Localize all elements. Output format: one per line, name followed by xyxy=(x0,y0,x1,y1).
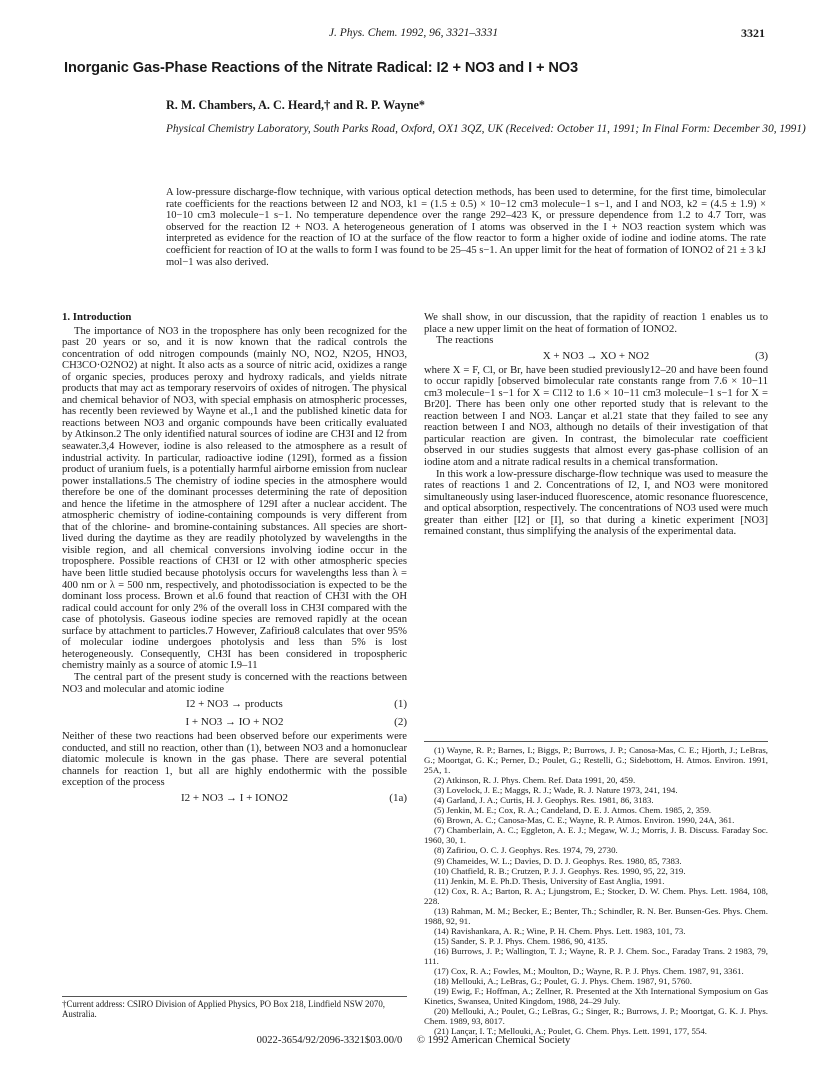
page-number: 3321 xyxy=(741,26,765,40)
reference: (13) Rahman, M. M.; Becker, E.; Benter, Th.; Schindler, R. N. Ber. Bunsen-Ges. Phys. Chem. 1988, 92, 91. xyxy=(424,905,768,926)
reference: (8) Zafiriou, O. C. J. Geophys. Res. 1974, 79, 2730. xyxy=(434,845,618,856)
equation-1-body: I2 + NO3 → products xyxy=(186,698,283,711)
reference: (14) Ravishankara, A. R.; Wine, P. H. Chem. Phys. Lett. 1983, 101, 73. xyxy=(434,925,686,936)
equation-1 xyxy=(62,695,407,713)
intro-paragraph-2: The central part of the present study is concerned with the reactions between NO3 and molecular and atomic iodine xyxy=(62,671,407,695)
abstract: A low-pressure discharge-flow technique, with various optical detection methods, has been used to determine, for the first time, bimolecular rate coefficients for the reactions between I2 and NO3, k1 = (1.5 ± 0.5) × 10−12 cm3 molecule−1 s−1, and I and NO3, k2 = (4.5 ± 1.9) × 10−10 cm3 molecule−1 s−1. No temperature dependence over the range 292–423 K, or pressure dependence from 1.2 to 4.7 Torr, was observed for the reaction I2 + NO3. A heterogeneous generation of I atoms was observed in the I + NO3 reaction system which was interpreted as evidence for the reaction of IO at the surface of the flow reactor to form a higher oxide of iodine and iodine atoms. The rate coefficient for reaction of IO at the walls to form I was found to be 25–45 s−1. An upper limit for the heat of formation of IONO2 of 21 ± 3 kJ mol−1 was also derived. xyxy=(166,187,766,268)
equation-3-body: X + NO3 → XO + NO2 xyxy=(542,349,650,362)
right-paragraph-4: In this work a low-pressure discharge-flow technique was used to measure the rates of reactions 1 and 2. Concentrations of I2, I, and NO3 were monitored simultaneously using laser-induced fluorescence, atomic resonance fluorescence, and optical absorption, respectively. The concentrations of NO3 used were much greater than either [I2] or [I], so that during a kinetic experiment [NO3] remained constant, thus simplifying the analysis of the experimental data. xyxy=(424,468,768,538)
reference: (12) Cox, R. A.; Barton, R. A.; Ljungstrom, E.; Stocker, D. W. Chem. Phys. Lett. 1984, 108, 228. xyxy=(424,885,768,906)
reference: (3) Lovelock, J. E.; Maggs, R. J.; Wade, R. J. Nature 1973, 241, 194. xyxy=(434,785,678,796)
reference: (15) Sander, S. P. J. Phys. Chem. 1986, 90, 4135. xyxy=(434,935,608,946)
reference: (21) Lançar, I. T.; Mellouki, A.; Poulet, G. Chem. Phys. Lett. 1991, 177, 554. xyxy=(434,1026,707,1037)
equation-2-number: (2) xyxy=(394,716,407,729)
equation-2-body: I + NO3 → IO + NO2 xyxy=(185,716,284,729)
reference: (7) Chamberlain, A. C.; Eggleton, A. E. J.; Megaw, W. J.; Morris, J. B. Discuss. Faraday Soc. 1960, 30, 1. xyxy=(424,825,768,846)
publication-code: 0022-3654/92/2096-3321$03.00/0 xyxy=(256,1035,403,1046)
reference: (6) Brown, A. C.; Canosa-Mas, C. E.; Wayne, R. P. Atmos. Environ. 1990, 24A, 361. xyxy=(434,815,735,826)
reference: (19) Ewig, F.; Hoffman, A.; Zellner, R. Presented at the Xth International Symposium on Gas Kinetics, Swansea, United Kingdom, 1988, 24–29 July. xyxy=(424,986,768,1007)
equation-1a-number: (1a) xyxy=(389,791,407,804)
page-footer xyxy=(0,1035,827,1046)
reference: (16) Burrows, J. P.; Wallington, T. J.; Wayne, R. P. J. Chem. Soc., Faraday Trans. 2 1983, 79, 111. xyxy=(424,945,768,966)
reference: (18) Mellouki, A.; LeBras, G.; Poulet, G. J. Phys. Chem. 1987, 91, 5760. xyxy=(434,976,692,987)
right-column xyxy=(424,312,768,538)
reference: (20) Mellouki, A.; Poulet, G.; LeBras, G.; Singer, R.; Burrows, J. P.; Moortgat, G. K. J. Phys. Chem. 1989, 93, 8017. xyxy=(424,1006,768,1027)
equation-1a xyxy=(62,789,407,807)
reference-list xyxy=(424,741,768,1036)
equation-2 xyxy=(62,713,407,731)
reference: (2) Atkinson, R. J. Phys. Chem. Ref. Data 1991, 20, 459. xyxy=(434,775,636,786)
reference: (5) Jenkin, M. E.; Cox, R. A.; Candeland, D. E. J. Atmos. Chem. 1985, 2, 359. xyxy=(434,805,712,816)
intro-paragraph-3: Neither of these two reactions had been observed before our experiments were conducted, and still no reaction, other than (1), between NO3 and a homonuclear diatomic molecule is known in the gas phase. There are several potential channels for reaction 1, but all are highly endothermic with the possible exception of the process xyxy=(62,731,407,789)
reference: (9) Chameides, W. L.; Davies, D. D. J. Geophys. Res. 1980, 85, 7383. xyxy=(434,855,682,866)
reference: (10) Chatfield, R. B.; Crutzen, P. J. J. Geophys. Res. 1990, 95, 22, 319. xyxy=(434,865,686,876)
article-title: Inorganic Gas-Phase Reactions of the Nitrate Radical: I2 + NO3 and I + NO3 xyxy=(64,60,579,76)
right-paragraph-2: The reactions xyxy=(436,335,494,347)
section-heading: 1. Introduction xyxy=(62,311,132,323)
copyright-notice: © 1992 American Chemical Society xyxy=(416,1035,571,1046)
running-header: J. Phys. Chem. 1992, 96, 3321–3331 xyxy=(328,27,499,39)
right-paragraph-3: where X = F, Cl, or Br, have been studied previously12–20 and have been found to occur rapidly [observed bimolecular rate constants range from 7.6 × 10−11 cm3 molecule−1 s−1 for X = Cl12 to 1.6 × 10−11 cm3 molecule−1 s−1 for X = Br20]. There has been only one other reported study that is relevant to the reaction between I and NO3. Lançar et al.21 state that they failed to see any reaction between I and NO3, although no details of their investigation of that particular reaction are given. In contrast, the bimolecular rate coefficient observed in our studies suggests that almost every gas-phase collision of an iodine atom and a nitrate radical results in a chemical transformation. xyxy=(424,364,768,469)
equation-3 xyxy=(424,347,768,365)
author-list: R. M. Chambers, A. C. Heard,† and R. P. Wayne* xyxy=(166,98,425,112)
reference: (1) Wayne, R. P.; Barnes, I.; Biggs, P.; Burrows, J. P.; Canosa-Mas, C. E.; Hjorth, J.; LeBras, G.; Moortgat, G. K.; Perner, D.; Poulet, G.; Restelli, G.; Sidebottom, H. Atmos. Environ. 1991, 25A, 1. xyxy=(424,745,768,776)
affiliation: Physical Chemistry Laboratory, South Parks Road, Oxford, OX1 3QZ, UK (Received: October 11, 1991; In Final Form: December 30, 1991) xyxy=(166,123,806,135)
reference: (4) Garland, J. A.; Curtis, H. J. Geophys. Res. 1981, 86, 3183. xyxy=(434,795,654,806)
author-footnote: †Current address: CSIRO Division of Applied Physics, PO Box 218, Lindfield NSW 2070, Australia. xyxy=(62,996,407,1019)
intro-paragraph-1: The importance of NO3 in the troposphere has only been recognized for the past 20 years or so, and it is now known that the radical controls the concentration of odd nitrogen compounds (mainly NO, NO2, N2O5, HNO3, CH3CO·O2NO2) at night. It also acts as a source of nitric acid, oxidizes a range of organic species, produces peroxy and hydroxy radicals, and yields nitrate products that may act as temporary reservoirs of oxides of nitrogen. The physical and chemical behavior of NO3, with special emphasis on atmospheric processes, has recently been reviewed by Wayne et al.,1 and the published kinetic data for reactions between NO3 and organic compounds have been critically evaluated by Atkinson.2 The only identified natural sources of iodine are CH3I and I2 from seawater.3,4 However, iodine is also released to the atmosphere as a result of industrial activity. In particular, radioactive iodine (129I), formed as a fission product of uranium fuels, is a potentially harmful airborne emission from nuclear power installations.5 The chemistry of iodine species in the atmosphere would therefore be one of the dominant processes determining the rate of deposition and hence the lifetime in the atmosphere of 129I after a nuclear accident. The atmospheric chemistry of iodine-containing compounds is very different from that of the chlorine- and bromine-containing substances. All species are short-lived during the daytime as they are readily photolyzed by wavelengths in the visible region, and all chemical conversions involving iodine occur in the troposphere. Possible reactions of CH3I or I2 with other atmospheric species have been little studied because photolysis occurs for wavelengths less than λ = 400 nm or λ = 500 nm, respectively, and photodissociation is expected to be the dominant loss process. Brown et al.6 found that reaction of CH3I with the OH radical could account for only 2% of the overall loss in CH3I compared with the case of photolysis. Gaseous iodine species are removed rapidly at the ocean surface by attachment to particles.7 However, Zafiriou8 calculates that over 95% of molecular iodine undergoes photolysis and less than 5% is lost heterogeneously. Consequently, CH3I has been considered in tropospheric chemistry mainly as a source of atomic I.9–11 xyxy=(62,325,407,672)
reference: (11) Jenkin, M. E. Ph.D. Thesis, University of East Anglia, 1991. xyxy=(434,875,665,886)
equation-3-number: (3) xyxy=(755,349,768,362)
right-paragraph-1: We shall show, in our discussion, that the rapidity of reaction 1 enables us to place a new upper limit on the heat of formation of IONO2. xyxy=(424,312,768,335)
equation-1-number: (1) xyxy=(394,698,407,711)
equation-1a-body: I2 + NO3 → I + IONO2 xyxy=(180,791,289,804)
reference: (17) Cox, R. A.; Fowles, M.; Moulton, D.; Wayne, R. P. J. Phys. Chem. 1987, 91, 3361. xyxy=(434,966,744,977)
left-column xyxy=(62,312,407,807)
